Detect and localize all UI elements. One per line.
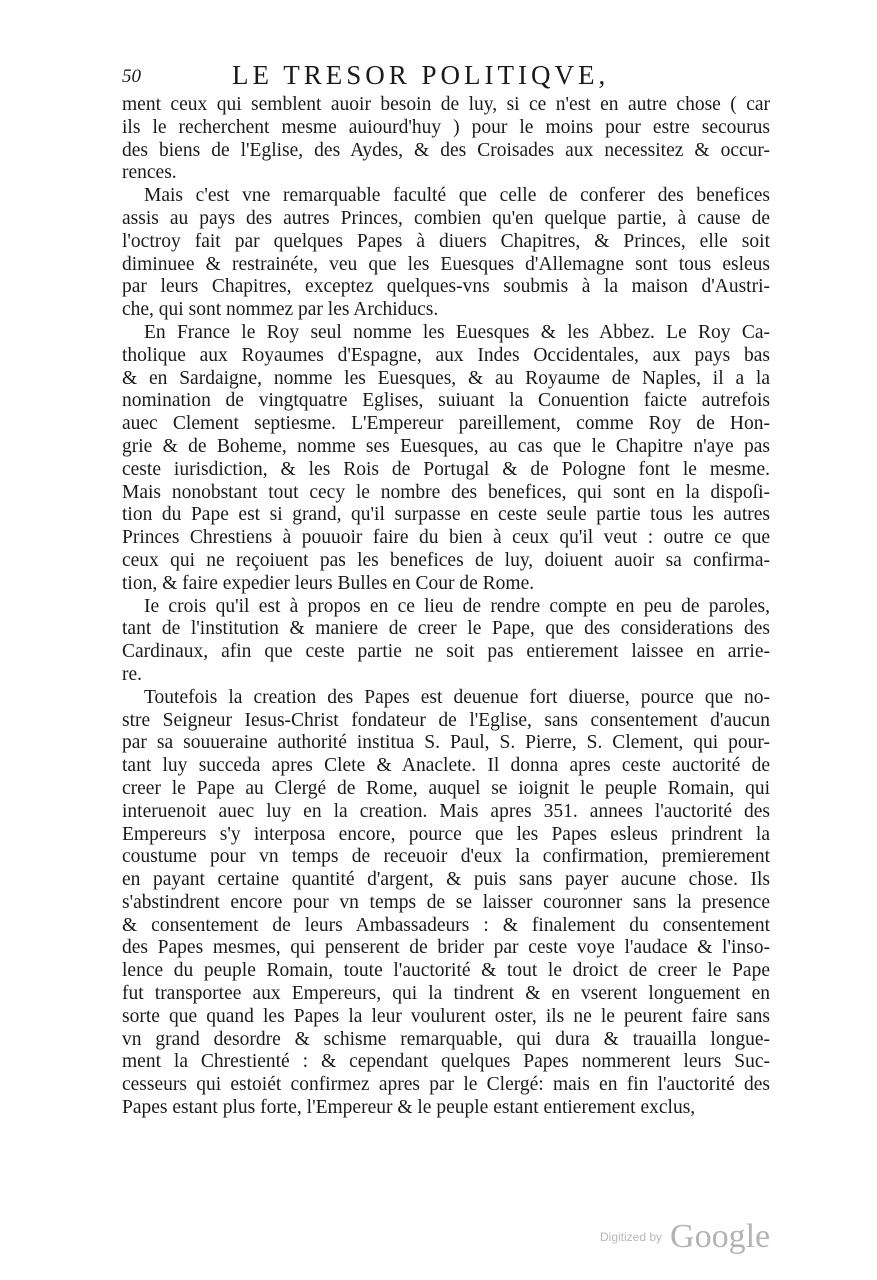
text-line: lence du peuple Romain, toute l'auctorité & tout le droict de creer le Pape [122,960,770,982]
text-line: tant luy succeda apres Clete & Anaclete. Il donna apres ceste auctorité de [122,755,770,777]
paragraph [122,322,770,596]
text-line: tant de l'institution & maniere de creer le Pape, que des considerations des [122,618,770,640]
google-watermark [600,1218,770,1258]
text-line: ceste iurisdiction, & les Rois de Portugal & de Pologne font le mesme. [122,458,770,480]
paragraph [122,687,770,1120]
text-line: tion du Pape est si grand, qu'il surpasse en ceste seule partie tous les autres [122,504,770,526]
text-line: par leurs Chapitres, exceptez quelques-vns soubmis à la maison d'Austri- [122,276,770,298]
text-line: Empereurs s'y interposa encore, pource que les Papes esleus prindrent la [122,823,770,845]
text-line: fut transportee aux Empereurs, qui la tindrent & en vserent longuement en [122,983,770,1005]
paragraph [122,596,770,687]
text-line: Princes Chrestiens à pouuoir faire du bien à ceux qu'il veut : outre ce que [122,527,770,549]
paragraph [122,94,770,185]
text-line: nomination de vingtquatre Eglises, suiuant la Conuention faicte autrefois [122,390,770,412]
text-line: & consentement de leurs Ambassadeurs : & finalement du consentement [122,914,770,936]
text-line: ment la Chrestienté : & cependant quelques Papes nommerent leurs Suc- [122,1051,770,1073]
text-line: cesseurs qui estoiét confirmez apres par le Clergé: mais en fin l'auctorité des [122,1074,770,1096]
text-line: tion, & faire expedier leurs Bulles en Cour de Rome. [122,572,535,594]
text-line: Toutefois la creation des Papes est deuenue fort diuerse, pource que no- [144,686,770,708]
text-line: coustume pour vn temps de receuoir d'eux la confirmation, premierement [122,846,770,868]
text-line: Ie crois qu'il est à propos en ce lieu de rendre compte en peu de paroles, [144,595,770,617]
text-line: Papes estant plus forte, l'Empereur & le peuple estant entierement exclus, [122,1097,696,1119]
text-line: En France le Roy seul nomme les Euesques & les Abbez. Le Roy Ca- [144,321,770,343]
text-line: des Papes mesmes, qui penserent de brider par ceste voye l'audace & l'inso- [122,937,770,959]
text-line: s'abstindrent encore pour vn temps de se laisser couronner sans la presence [122,891,770,913]
text-line: stre Seigneur Iesus-Christ fondateur de l'Eglise, sans consentement d'aucun [122,709,770,731]
text-line: ils le recherchent mesme auiourd'huy ) pour le moins pour estre secourus [122,116,770,138]
text-line: tholique aux Royaumes d'Espagne, aux Indes Occidentales, aux pays bas [122,344,770,366]
text-line: sorte que quand les Papes la leur voulurent oster, ils ne le peurent faire sans [122,1005,770,1027]
paragraph [122,185,770,322]
text-line: auec Clement septiesme. L'Empereur pareillement, comme Roy de Hon- [122,413,770,435]
page-number: 50 [122,66,141,87]
text-line: & en Sardaigne, nomme les Euesques, & au Royaume de Naples, il a la [122,367,770,389]
text-line: par sa souueraine authorité institua S. Paul, S. Pierre, S. Clement, qui pour- [122,732,770,754]
text-line: diminuee & restrainéte, veu que les Euesques d'Allemagne sont tous esleus [122,253,770,275]
text-line: en payant certaine quantité d'argent, & puis sans payer aucune chose. Ils [122,869,770,891]
body-text [122,94,770,1120]
text-line: re. [122,663,143,685]
page-header [122,58,772,94]
text-line: des biens de l'Eglise, des Aydes, & des Croisades aux necessitez & occur- [122,139,770,161]
text-line: creer le Pape au Clergé de Rome, auquel se ioignit le peuple Romain, qui [122,777,770,799]
text-line: vn grand desordre & schisme remarquable, qui dura & trauailla longue- [122,1028,770,1050]
text-line: che, qui sont nommez par les Archiducs. [122,299,439,321]
text-line: Cardinaux, afin que ceste partie ne soit pas entierement laissee en arrie- [122,641,770,663]
google-logo: Google [670,1218,771,1255]
text-line: grie & de Boheme, nomme ses Euesques, au cas que le Chapitre n'aye pas [122,435,770,457]
text-line: Mais c'est vne remarquable faculté que celle de conferer des benefices [144,185,770,207]
text-line: l'octroy fait par quelques Papes à diuers Chapitres, & Princes, elle soit [122,230,770,252]
text-line: ment ceux qui semblent auoir besoin de luy, si ce n'est en autre chose ( car [122,94,770,115]
text-line: rences. [122,162,177,184]
digitized-by-text: Digitized by [600,1230,663,1244]
text-line: Mais nonobstant tout cecy le nombre des benefices, qui sont en la dispoſi- [122,481,770,503]
text-line: assis au pays des autres Princes, combien qu'en quelque partie, à cause de [122,207,770,229]
text-line: interuenoit auec luy en la creation. Mais apres 351. annees l'auctorité des [122,800,770,822]
running-title: LE TRESOR POLITIQVE, [232,60,610,90]
text-line: ceux qui ne reçoiuent pas les benefices de luy, doiuent auoir sa confirma- [122,549,770,571]
